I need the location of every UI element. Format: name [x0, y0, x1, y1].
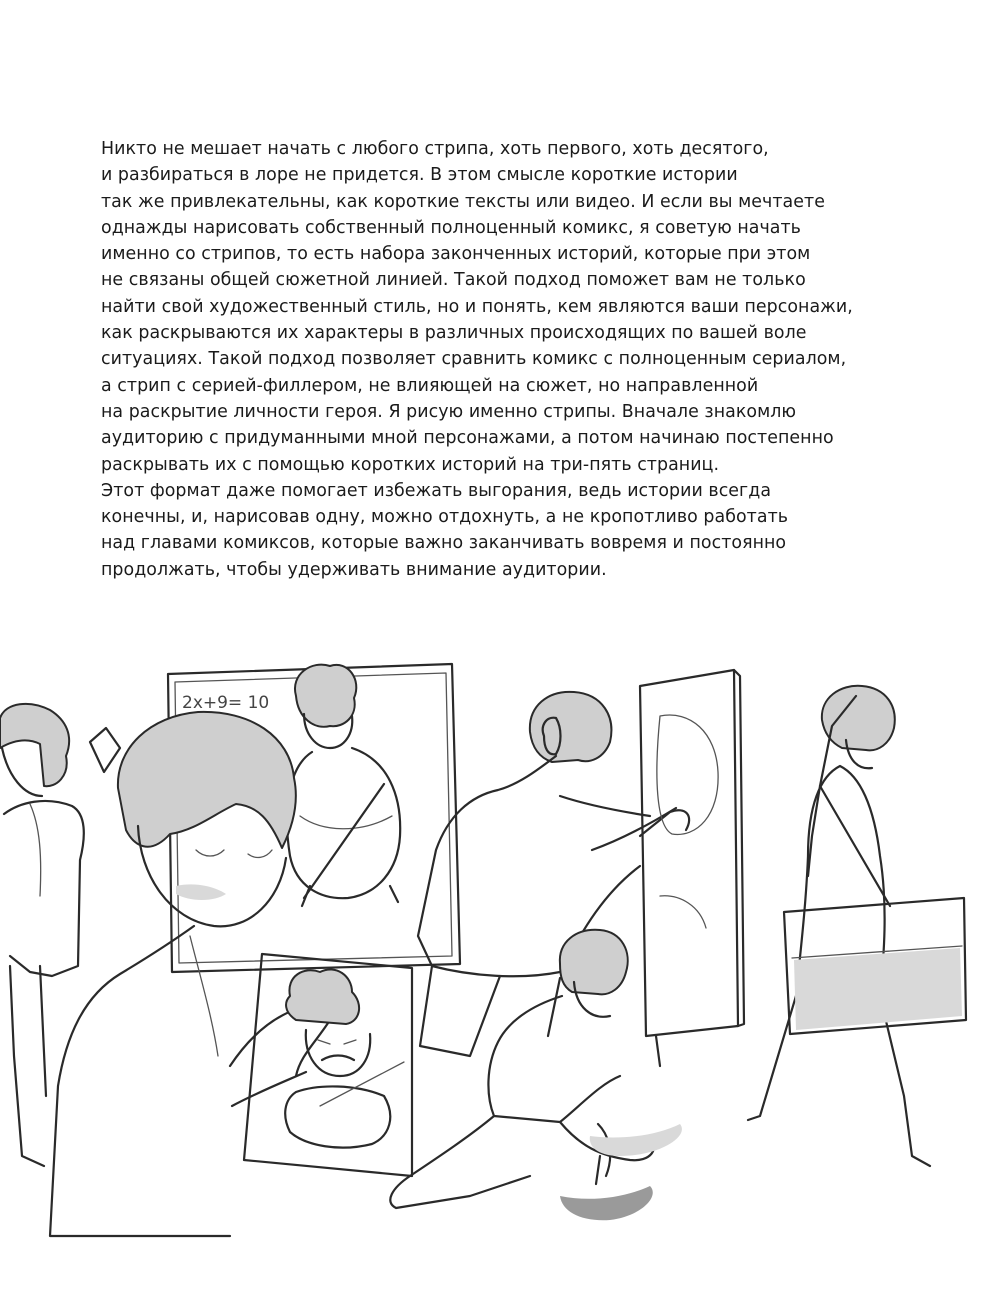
boy-foreground — [50, 712, 336, 1236]
pointer-stick — [304, 784, 384, 898]
boy-kneeling — [390, 930, 682, 1220]
text-line: так же привлекательны, как короткие тексты или видео. И если вы мечтаете — [101, 191, 825, 212]
text-line: именно со стрипов, то есть набора законченных историй, которые при этом — [101, 244, 811, 265]
boy-walking — [748, 686, 930, 1166]
text-line: Этот формат даже помогает избежать выгорания, ведь истории всегда — [101, 480, 772, 501]
portfolio-case — [784, 898, 966, 1034]
text-line: найти свой художественный стиль, но и понять, кем являются ваши персонажи, — [101, 296, 853, 317]
illustration-svg — [0, 636, 1000, 1312]
text-line: на раскрытие личности героя. Я рисую именно стрипы. Вначале знакомлю — [101, 401, 797, 422]
text-line: а стрип с серией-филлером, не влияющей на сюжет, но направленной — [101, 375, 759, 396]
text-line: аудиторию с придуманными мной персонажами, а потом начинаю постепенно — [101, 428, 834, 449]
text-line: как раскрываются их характеры в различных происходящих по вашей воле — [101, 323, 807, 344]
text-line: однажды нарисовать собственный полноценный комикс, я советую начать — [101, 217, 801, 238]
text-line: и разбираться в лоре не придется. В этом смысле короткие истории — [101, 165, 738, 186]
held-drawing — [244, 954, 412, 1176]
text-line: продолжать, чтобы удерживать внимание аудитории. — [101, 559, 607, 580]
text-line: Никто не мешает начать с любого стрипа, хоть первого, хоть десятого, — [101, 139, 769, 159]
board-equation: 2x+9= 10 — [182, 693, 270, 713]
text-line: не связаны общей сюжетной линией. Такой подход поможет вам не только — [101, 270, 806, 291]
text-line: ситуациях. Такой подход позволяет сравнить комикс с полноценным сериалом, — [101, 349, 847, 370]
text-line: раскрывать их с помощью коротких историй на три-пять страниц. — [101, 454, 720, 475]
paper-note — [90, 728, 120, 772]
classroom-illustration — [0, 636, 1000, 1312]
boy-left-hoodie — [0, 704, 84, 1166]
text-line: конечны, и, нарисовав одну, можно отдохнуть, а не кропотливо работать — [101, 507, 789, 528]
body-paragraph — [101, 136, 921, 583]
text-line: над главами комиксов, которые важно заканчивать вовремя и постоянно — [101, 533, 787, 554]
